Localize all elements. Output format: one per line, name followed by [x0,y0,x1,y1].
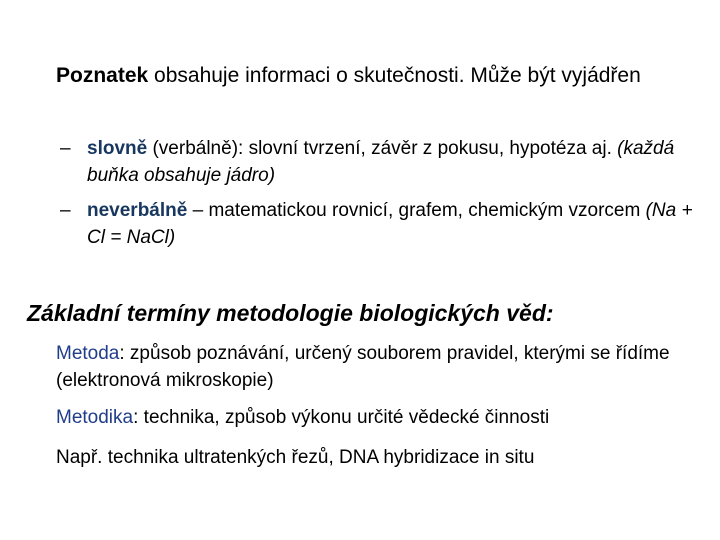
intro-paragraph [56,60,696,92]
bullet-text: – matematickou rovnicí, grafem, chemickým vzorcem [187,200,646,221]
bullet-example: (Na + Cl = NaCl) [87,200,693,248]
intro-term: Poznatek [56,64,149,87]
definition-term: Metodika [56,407,134,428]
definition-text: : technika, způsob výkonu určité vědecké činnosti [133,407,550,428]
bullet-example: (každá buňka obsahuje jádro) [87,138,675,186]
bullet-keyword: slovně [87,138,148,159]
bullet-dash: – [60,138,71,159]
intro-text: obsahuje informaci o skutečnosti. Může být vyjádřen [148,64,641,87]
definition-text: : způsob poznávání, určený souborem pravidel, kterými se řídíme (elektronová mikroskopie) [56,343,670,391]
bullet-verbal [60,135,710,189]
section-heading: Základní termíny metodologie biologických věd: [27,300,554,326]
bullet-nonverbal [60,197,710,251]
example-line: Např. technika ultratenkých řezů, DNA hybridizace in situ [56,447,535,468]
bullet-text: (verbálně): slovní tvrzení, závěr z pokusu, hypotéza aj. [147,138,618,159]
definition-metodika [56,404,706,431]
bullet-dash: – [60,200,71,221]
definition-metoda [56,340,706,394]
definition-term: Metoda [56,343,120,364]
bullet-keyword: neverbálně [87,200,188,221]
